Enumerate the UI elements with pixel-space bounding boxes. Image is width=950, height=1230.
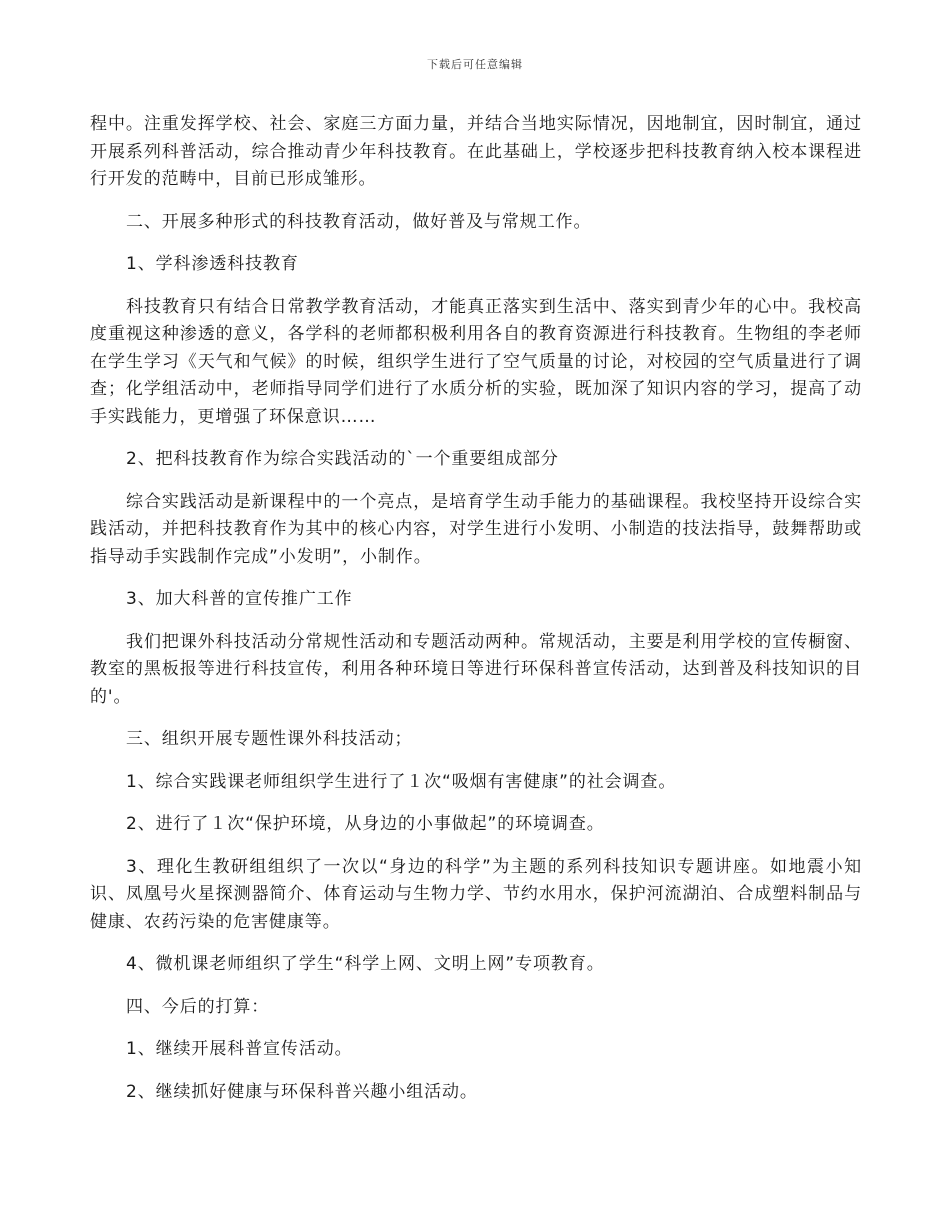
paragraph-intro-continued: 程中。注重发挥学校、社会、家庭三方面力量，并结合当地实际情况，因地制宜，因时制宜，通过开展系列科普活动，综合推动青少年科技教育。在此基础上，学校逐步把科技教育纳入校本课程进行开发的范畴中，目前已形成雏形。 (90, 114, 862, 189)
page-header: 下载后可任意编辑 (427, 58, 523, 71)
subheading-2-1: 1、学科渗透科技教育 (126, 254, 299, 274)
list-item-3-4: 4、微机课老师组织了学生“科学上网、文明上网”专项教育。 (126, 954, 605, 974)
subheading-2-3: 3、加大科普的宣传推广工作 (126, 589, 353, 609)
document-body (90, 111, 862, 1106)
paragraph-2-2: 综合实践活动是新课程中的一个亮点，是培育学生动手能力的基础课程。我校坚持开设综合实践活动，并把科技教育作为其中的核心内容，对学生进行小发明、小制造的技法指导，鼓舞帮助或指导动手实践制作完成”小发明”，小制作。 (90, 491, 862, 567)
paragraph-2-3: 我们把课外科技活动分常规性活动和专题活动两种。常规活动，主要是利用学校的宣传橱窗、教室的黑板报等进行科技宣传，利用各种环境日等进行环保科普宣传活动，达到普及科技知识的目的'。 (90, 631, 862, 707)
paragraph-2-1: 科技教育只有结合日常教学教育活动，才能真正落实到生活中、落实到青少年的心中。我校高度重视这种渗透的意义，各学科的老师都积极利用各自的教育资源进行科技教育。生物组的李老师在学生学习《天气和气候》的时候，组织学生进行了空气质量的讨论，对校园的空气质量进行了调查；化学组活动中，老师指导同学们进行了水质分析的实验，既加深了知识内容的学习，提高了动手实践能力，更增强了环保意识…… (90, 296, 862, 427)
list-item-3-2: 2、进行了１次“保护环境，从身边的小事做起”的环境调查。 (126, 814, 605, 834)
section-heading-4: 四、今后的打算： (126, 996, 270, 1017)
list-item-3-1: 1、综合实践课老师组织学生进行了１次“吸烟有害健康”的社会调查。 (126, 771, 677, 792)
list-item-4-1: 1、继续开展科普宣传活动。 (126, 1039, 353, 1059)
list-item-4-2: 2、继续抓好健康与环保科普兴趣小组活动。 (126, 1081, 478, 1102)
list-item-3-3: 3、理化生教研组组织了一次以“身边的科学”为主题的系列科技知识专题讲座。如地震小知识、凤凰号火星探测器简介、体育运动与生物力学、节约水用水，保护河流湖泊、合成塑料制品与健康、农药污染的危害健康等。 (90, 856, 862, 932)
section-heading-2: 二、开展多种形式的科技教育活动，做好普及与常规工作。 (126, 211, 592, 232)
section-heading-3: 三、组织开展专题性课外科技活动； (126, 729, 413, 749)
subheading-2-2: 2、把科技教育作为综合实践活动的`一个重要组成部分 (126, 449, 559, 469)
